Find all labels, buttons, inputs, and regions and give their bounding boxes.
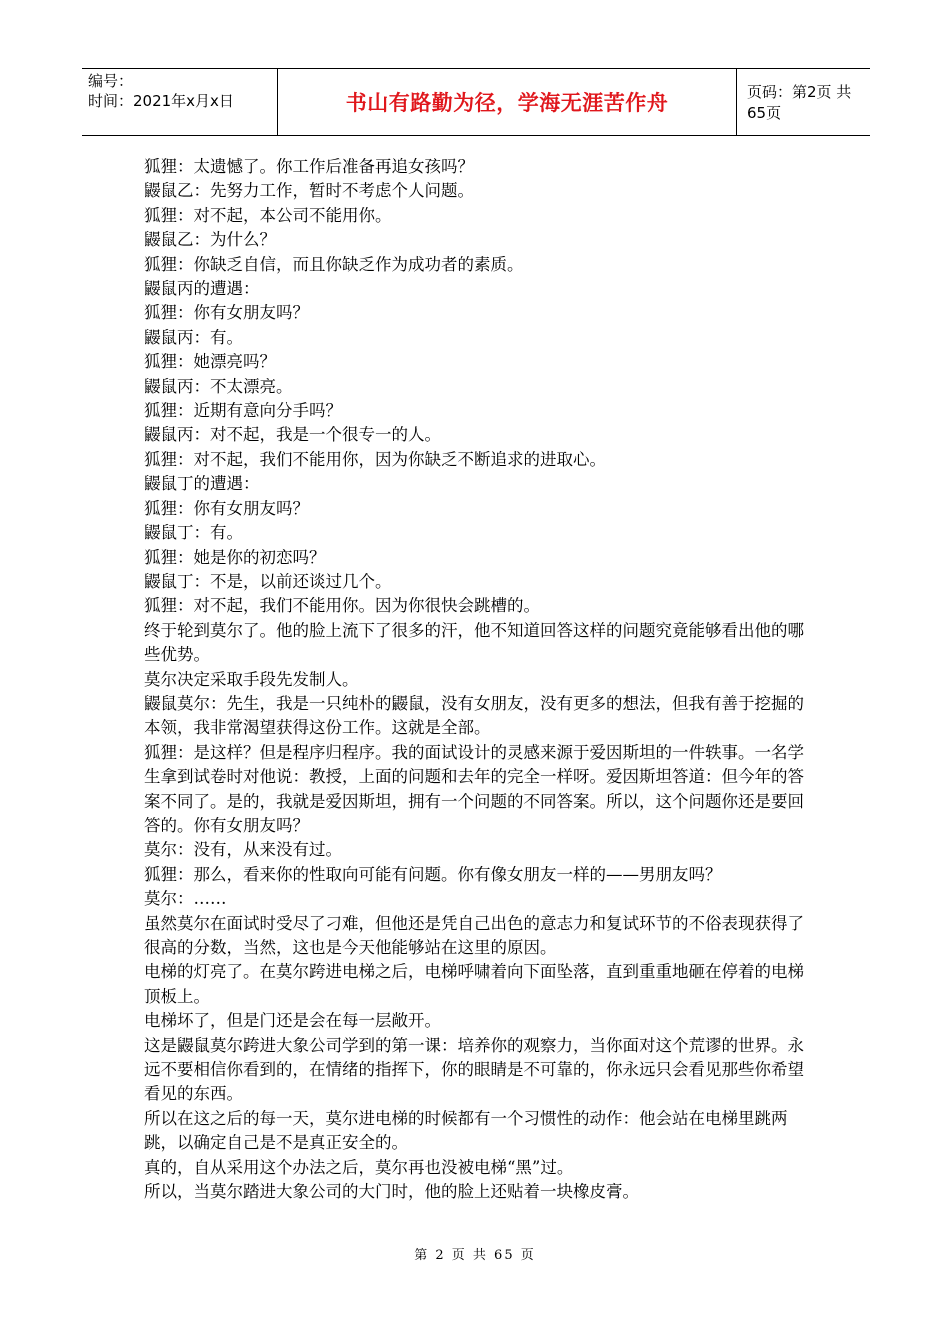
paragraph: 狐狸：近期有意向分手吗？ xyxy=(144,401,342,421)
paragraph: 狐狸：是这样？但是程序归程序。我的面试设计的灵感来源于爱因斯坦的一件轶事。一名学生拿到试卷时对他说：教授，上面的问题和去年的完全一样呀。爱因斯坦答道：但今年的答案不同了。是的，我就是爱因斯坦，拥有一个问题的不同答案。所以，这个问题你还是要回答的。你有女朋友吗？ xyxy=(144,742,804,835)
header-page-info xyxy=(737,69,870,135)
paragraph: 鼹鼠丙：对不起，我是一个很专一的人。 xyxy=(144,425,441,445)
paragraph: 鼹鼠丁的遭遇： xyxy=(144,474,260,494)
paragraph: 电梯的灯亮了。在莫尔跨进电梯之后，电梯呼啸着向下面坠落，直到重重地砸在停着的电梯顶板上。 xyxy=(144,962,804,1006)
header-meta xyxy=(82,69,278,135)
paragraph: 狐狸：对不起，我们不能用你。因为你很快会跳槽的。 xyxy=(144,596,540,616)
paragraph: 莫尔决定采取手段先发制人。 xyxy=(144,669,359,689)
footer-page-number: 第 2 页 共 65 页 xyxy=(414,1248,536,1263)
number-label: 编号： xyxy=(88,72,134,90)
paragraph: 鼹鼠乙：先努力工作，暂时不考虑个人问题。 xyxy=(144,181,474,201)
motto-text: 书山有路勤为径，学海无涯苦作舟 xyxy=(345,91,669,115)
time-label: 时间：2021年x月x日 xyxy=(88,92,234,110)
paragraph: 所以，当莫尔踏进大象公司的大门时，他的脸上还贴着一块橡皮膏。 xyxy=(144,1182,639,1202)
paragraph: 终于轮到莫尔了。他的脸上流下了很多的汗，他不知道回答这样的问题究竟能够看出他的哪些优势。 xyxy=(144,620,804,665)
paragraph: 所以在这之后的每一天，莫尔进电梯的时候都有一个习惯性的动作：他会站在电梯里跳两跳，以确定自己是不是真正安全的。 xyxy=(144,1108,788,1153)
paragraph: 狐狸：你有女朋友吗？ xyxy=(144,498,309,518)
paragraph: 鼹鼠丙的遭遇： xyxy=(144,279,260,299)
paragraph: 莫尔：…… xyxy=(144,889,227,909)
paragraph: 鼹鼠丁：不是，以前还谈过几个。 xyxy=(144,571,392,591)
paragraph: 鼹鼠丙：有。 xyxy=(144,327,243,347)
paragraph: 虽然莫尔在面试时受尽了刁难，但他还是凭自己出色的意志力和复试环节的不俗表现获得了很高的分数，当然，这也是今天他能够站在这里的原因。 xyxy=(144,913,804,957)
page-header xyxy=(82,68,870,136)
paragraph: 电梯坏了，但是门还是会在每一层敞开。 xyxy=(144,1011,441,1031)
paragraph: 狐狸：对不起，本公司不能用你。 xyxy=(144,205,392,225)
paragraph: 狐狸：她漂亮吗？ xyxy=(144,352,276,372)
paragraph: 这是鼹鼠莫尔跨进大象公司学到的第一课：培养你的观察力，当你面对这个荒谬的世界。永远不要相信你看到的，在情绪的指挥下，你的眼睛是不可靠的，你永远只会看见那些你希望看见的东西。 xyxy=(144,1035,804,1104)
page-label: 页码：第2页 共65页 xyxy=(747,83,852,122)
paragraph: 真的，自从采用这个办法之后，莫尔再也没被电梯“黑”过。 xyxy=(144,1157,574,1177)
paragraph: 狐狸：那么，看来你的性取向可能有问题。你有像女朋友一样的——男朋友吗？ xyxy=(144,864,722,884)
paragraph: 鼹鼠莫尔：先生，我是一只纯朴的鼹鼠，没有女朋友，没有更多的想法，但我有善于挖掘的本领，我非常渴望获得这份工作。这就是全部。 xyxy=(144,693,804,738)
paragraph: 狐狸：你缺乏自信，而且你缺乏作为成功者的素质。 xyxy=(144,254,524,274)
paragraph: 狐狸：你有女朋友吗？ xyxy=(144,303,309,323)
header-motto xyxy=(278,69,737,135)
paragraph: 鼹鼠乙：为什么？ xyxy=(144,230,276,250)
paragraph: 狐狸：太遗憾了。你工作后准备再追女孩吗？ xyxy=(144,157,474,176)
paragraph: 莫尔：没有，从来没有过。 xyxy=(144,840,342,860)
document-body xyxy=(144,155,810,1204)
paragraph: 鼹鼠丁：有。 xyxy=(144,523,243,543)
page-footer xyxy=(0,1244,950,1263)
paragraph: 鼹鼠丙：不太漂亮。 xyxy=(144,376,293,396)
paragraph: 狐狸：对不起，我们不能用你，因为你缺乏不断追求的进取心。 xyxy=(144,449,606,469)
paragraph: 狐狸：她是你的初恋吗？ xyxy=(144,547,326,567)
